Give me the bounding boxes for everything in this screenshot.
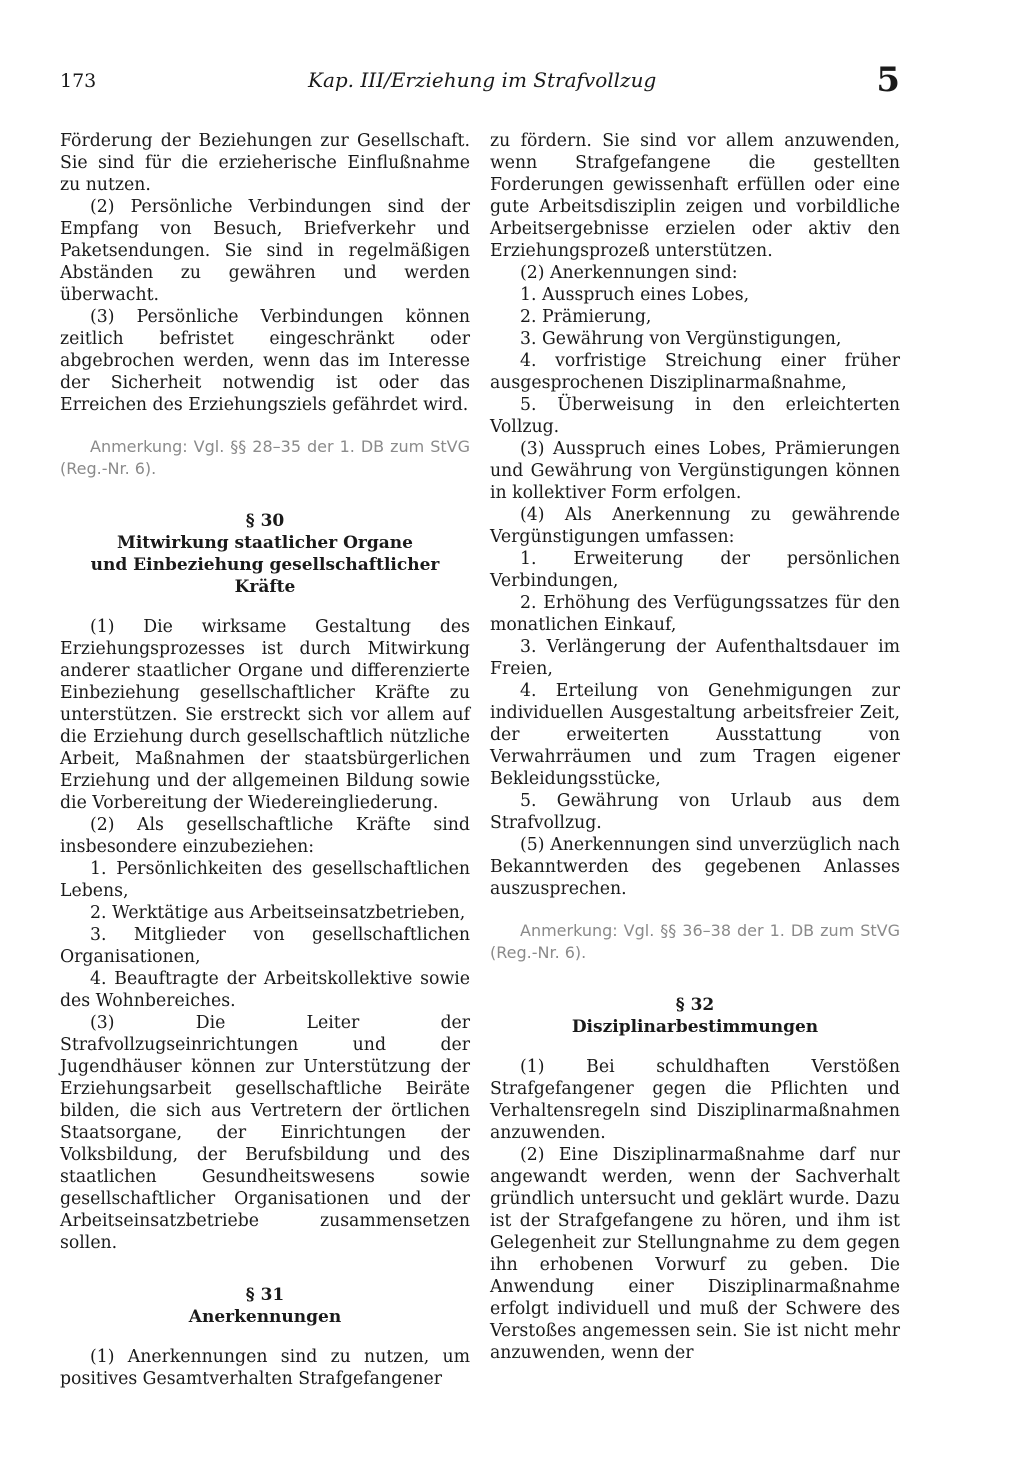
- paragraph: (1) Die wirksame Gestaltung des Erziehungsprozesses ist durch Mitwirkung anderer staatlicher Organe und differenzierte Einbeziehung gesellschaftlicher Kräfte zu unterstützen. Sie erstreckt sich vor allem auf die Erziehung durch gesellschaftlich nützliche Arbeit, Maßnahmen der staatsbürgerlichen Erziehung und der allgemeinen Bildung sowie die Vorbereitung der Wiedereingliederung.: [60, 617, 470, 813]
- list-item: 3. Gewährung von Vergünstigungen,: [520, 329, 842, 349]
- paragraph: Förderung der Beziehungen zur Gesellschaft. Sie sind für die erzieherische Einflußnahme zu nutzen.: [60, 131, 470, 195]
- section-title: und Einbeziehung gesellschaftlicher Kräfte: [90, 555, 440, 597]
- paragraph: (3) Ausspruch eines Lobes, Prämierungen und Gewährung von Vergünstigungen können in kollektiver Form erfolgen.: [490, 439, 900, 503]
- page-header: [60, 60, 900, 106]
- paragraph: zu fördern. Sie sind vor allem anzuwenden, wenn Strafgefangene die gestellten Forderungen gewissenhaft erfüllen oder eine gute Arbeitsdisziplin zeigen und vorbildliche Arbeitsergebnisse erzielen oder aktiv den Erziehungsprozeß unterstützen.: [490, 131, 900, 261]
- paragraph: (2) Eine Disziplinarmaßnahme darf nur angewandt werden, wenn der Sachverhalt gründlich untersucht und geklärt wurde. Dazu ist der Strafgefangene zu hören, und ihm ist Gelegenheit zur Stellungnahme zu dem gegen ihn erhobenen Vorwurf zu geben. Die Anwendung einer Disziplinarmaßnahme erfolgt individuell und muß der Schwere des Verstoßes angemessen sein. Sie ist nicht mehr anzuwenden, wenn der: [490, 1145, 900, 1363]
- paragraph: (2) Als gesellschaftliche Kräfte sind insbesondere einzubeziehen:: [60, 815, 470, 857]
- section-number: § 30: [245, 511, 285, 531]
- paragraph: (2) Persönliche Verbindungen sind der Empfang von Besuch, Briefverkehr und Paketsendungen. Sie sind in regelmäßigen Abständen zu gewähren und werden überwacht.: [60, 197, 470, 305]
- paragraph: (3) Die Leiter der Strafvollzugseinrichtungen und der Jugendhäuser können zur Unterstützung der Erziehungsarbeit gesellschaftliche Beiräte bilden, die sich aus Vertretern der örtlichen Staatsorgane, der Einrichtungen der Volksbildung, der Berufsbildung und des staatlichen Gesundheitswesens sowie gesellschaftlicher Organisationen und der Arbeitseinsatzbetriebe zusammensetzen sollen.: [60, 1013, 470, 1253]
- list-item: 5. Überweisung in den erleichterten Vollzug.: [490, 395, 900, 437]
- list-item: 3. Verlängerung der Aufenthaltsdauer im Freien,: [490, 637, 900, 679]
- list-item: 4. Erteilung von Genehmigungen zur individuellen Ausgestaltung arbeitsfreier Zeit, der erweiterten Ausstattung von Verwahrräumen und zum Tragen eigener Bekleidungsstücke,: [490, 681, 900, 789]
- paragraph: (2) Anerkennungen sind:: [520, 263, 738, 283]
- list-item: 4. Beauftragte der Arbeitskollektive sowie des Wohnbereiches.: [60, 969, 470, 1011]
- paragraph: (1) Anerkennungen sind zu nutzen, um positives Gesamtverhalten Strafgefangener: [60, 1347, 470, 1389]
- section-number: § 32: [675, 995, 715, 1015]
- page-number: 173: [60, 70, 97, 92]
- left-column: [60, 130, 470, 1390]
- paragraph: (5) Anerkennungen sind unverzüglich nach Bekanntwerden des gegebenen Anlasses auszusprechen.: [490, 835, 900, 899]
- list-item: 1. Persönlichkeiten des gesellschaftlichen Lebens,: [60, 859, 470, 901]
- paragraph: (4) Als Anerkennung zu gewährende Vergünstigungen umfassen:: [490, 505, 900, 547]
- section-title: Mitwirkung staatlicher Organe: [117, 533, 413, 553]
- right-column: [490, 130, 900, 1364]
- annotation-note: Anmerkung: Vgl. §§ 28–35 der 1. DB zum StVG (Reg.-Nr. 6).: [60, 437, 470, 478]
- list-item: 2. Erhöhung des Verfügungssatzes für den monatlichen Einkauf,: [490, 593, 900, 635]
- chapter-number: 5: [876, 60, 900, 100]
- list-item: 1. Ausspruch eines Lobes,: [520, 285, 750, 305]
- paragraph: (3) Persönliche Verbindungen können zeitlich befristet eingeschränkt oder abgebrochen werden, wenn das im Interesse der Sicherheit notwendig ist oder das Erreichen des Erziehungsziels gefährdet wird.: [60, 307, 470, 415]
- list-item: 3. Mitglieder von gesellschaftlichen Organisationen,: [60, 925, 470, 967]
- list-item: 4. vorfristige Streichung einer früher ausgesprochenen Disziplinarmaßnahme,: [490, 351, 900, 393]
- list-item: 1. Erweiterung der persönlichen Verbindungen,: [490, 549, 900, 591]
- section-title: Disziplinarbestimmungen: [571, 1017, 819, 1037]
- section-title: Anerkennungen: [188, 1307, 342, 1327]
- annotation-note: Anmerkung: Vgl. §§ 36–38 der 1. DB zum StVG (Reg.-Nr. 6).: [490, 921, 900, 962]
- list-item: 5. Gewährung von Urlaub aus dem Strafvollzug.: [490, 791, 900, 833]
- list-item: 2. Prämierung,: [520, 307, 652, 327]
- paragraph: (1) Bei schuldhaften Verstößen Strafgefangener gegen die Pflichten und Verhaltensregeln sind Disziplinarmaßnahmen anzuwenden.: [490, 1057, 900, 1143]
- list-item: 2. Werktätige aus Arbeitseinsatzbetrieben,: [90, 903, 466, 923]
- running-title: Kap. III/Erziehung im Strafvollzug: [308, 68, 657, 92]
- section-number: § 31: [245, 1285, 285, 1305]
